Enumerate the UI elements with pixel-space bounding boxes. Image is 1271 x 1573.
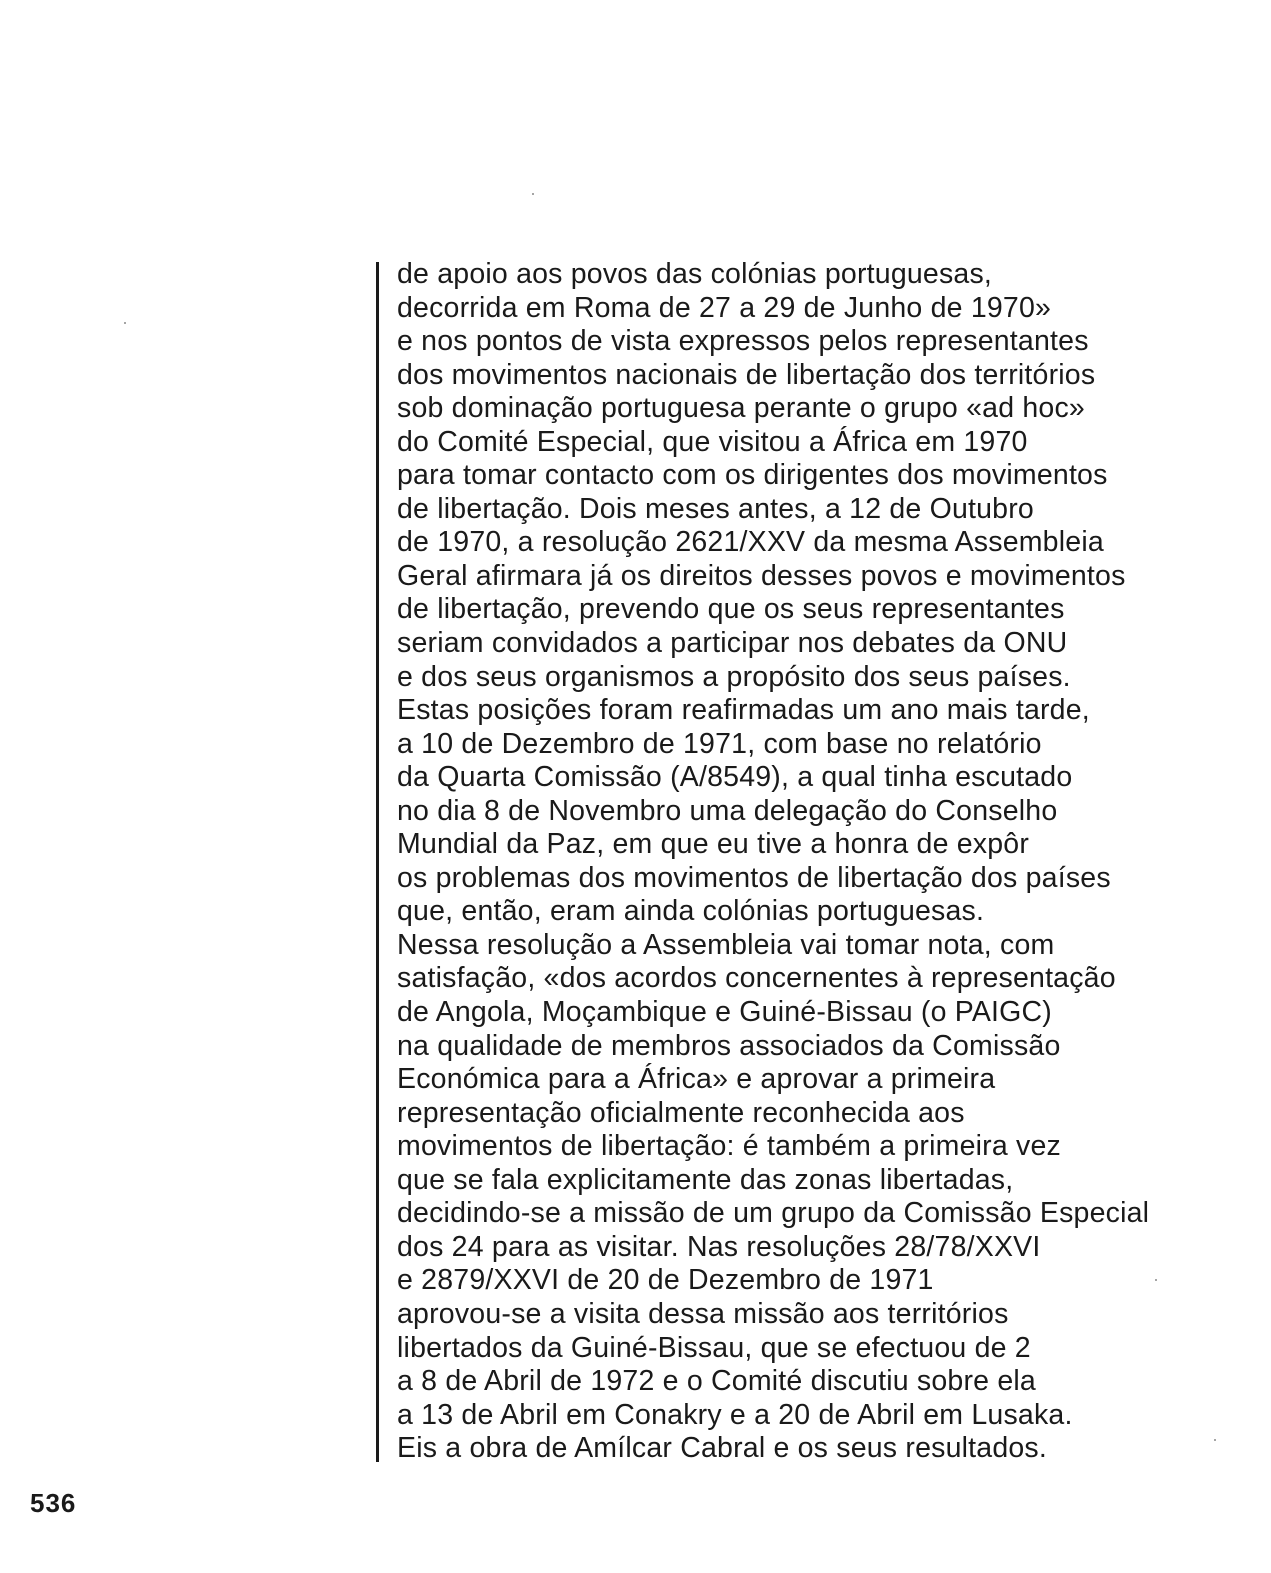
text-line: a 13 de Abril em Conakry e a 20 de Abril em Lusaka. bbox=[397, 1398, 1073, 1431]
text-line: decidindo-se a missão de um grupo da Comissão Especial bbox=[397, 1197, 1150, 1230]
text-line: que se fala explicitamente das zonas libertadas, bbox=[397, 1163, 1014, 1196]
text-line: de libertação. Dois meses antes, a 12 de Outubro bbox=[397, 492, 1034, 525]
text-line: da Quarta Comissão (A/8549), a qual tinha escutado bbox=[397, 761, 1073, 794]
text-line: Estas posições foram reafirmadas um ano mais tarde, bbox=[397, 694, 1090, 727]
text-line: sob dominação portuguesa perante o grupo «ad hoc» bbox=[397, 392, 1085, 425]
text-line: na qualidade de membros associados da Comissão bbox=[397, 1029, 1061, 1062]
text-line: os problemas dos movimentos de libertação dos países bbox=[397, 861, 1111, 894]
text-line: representação oficialmente reconhecida aos bbox=[397, 1096, 965, 1129]
text-line: decorrida em Roma de 27 a 29 de Junho de 1970» bbox=[397, 291, 1052, 324]
body-text bbox=[397, 258, 1247, 1466]
text-line: seriam convidados a participar nos debates da ONU bbox=[397, 627, 1068, 660]
text-line: Mundial da Paz, em que eu tive a honra de expôr bbox=[397, 828, 1030, 861]
text-line: que, então, eram ainda colónias portuguesas. bbox=[397, 895, 985, 928]
text-line: no dia 8 de Novembro uma delegação do Conselho bbox=[397, 794, 1058, 827]
text-line: libertados da Guiné-Bissau, que se efectuou de 2 bbox=[397, 1331, 1031, 1364]
text-line: e nos pontos de vista expressos pelos representantes bbox=[397, 325, 1089, 358]
text-line: aprovou-se a visita dessa missão aos territórios bbox=[397, 1297, 1009, 1330]
text-line: Geral afirmara já os direitos desses povos e movimentos bbox=[397, 559, 1126, 592]
scan-speck bbox=[1155, 1279, 1157, 1281]
text-line: a 8 de Abril de 1972 e o Comité discutiu sobre ela bbox=[397, 1365, 1036, 1398]
text-line: de Angola, Moçambique e Guiné-Bissau (o PAIGC) bbox=[397, 996, 1053, 1029]
scan-speck bbox=[532, 193, 534, 195]
page-number: 536 bbox=[30, 1488, 77, 1518]
text-line: para tomar contacto com os dirigentes dos movimentos bbox=[397, 459, 1108, 492]
text-line: Eis a obra de Amílcar Cabral e os seus resultados. bbox=[397, 1432, 1047, 1465]
text-line: a 10 de Dezembro de 1971, com base no relatório bbox=[397, 727, 1042, 760]
text-line: dos movimentos nacionais de libertação dos territórios bbox=[397, 358, 1096, 391]
text-line: e 2879/XXVI de 20 de Dezembro de 1971 bbox=[397, 1264, 934, 1297]
text-line: do Comité Especial, que visitou a África em 1970 bbox=[397, 425, 1028, 458]
text-line: Económica para a África» e aprovar a primeira bbox=[397, 1063, 996, 1096]
text-line: de libertação, prevendo que os seus representantes bbox=[397, 593, 1065, 626]
text-line: de apoio aos povos das colónias portuguesas, bbox=[397, 258, 993, 290]
text-line: dos 24 para as visitar. Nas resoluções 28/78/XXVI bbox=[397, 1230, 1041, 1263]
scan-speck bbox=[124, 322, 126, 324]
scan-speck bbox=[1214, 1439, 1216, 1441]
text-line: e dos seus organismos a propósito dos seus países. bbox=[397, 660, 1071, 693]
text-line: de 1970, a resolução 2621/XXV da mesma Assembleia bbox=[397, 526, 1104, 559]
text-line: movimentos de libertação: é também a primeira vez bbox=[397, 1130, 1061, 1163]
text-line: Nessa resolução a Assembleia vai tomar nota, com bbox=[397, 928, 1055, 961]
text-line: satisfação, «dos acordos concernentes à representação bbox=[397, 962, 1116, 995]
margin-rule bbox=[376, 262, 379, 1462]
